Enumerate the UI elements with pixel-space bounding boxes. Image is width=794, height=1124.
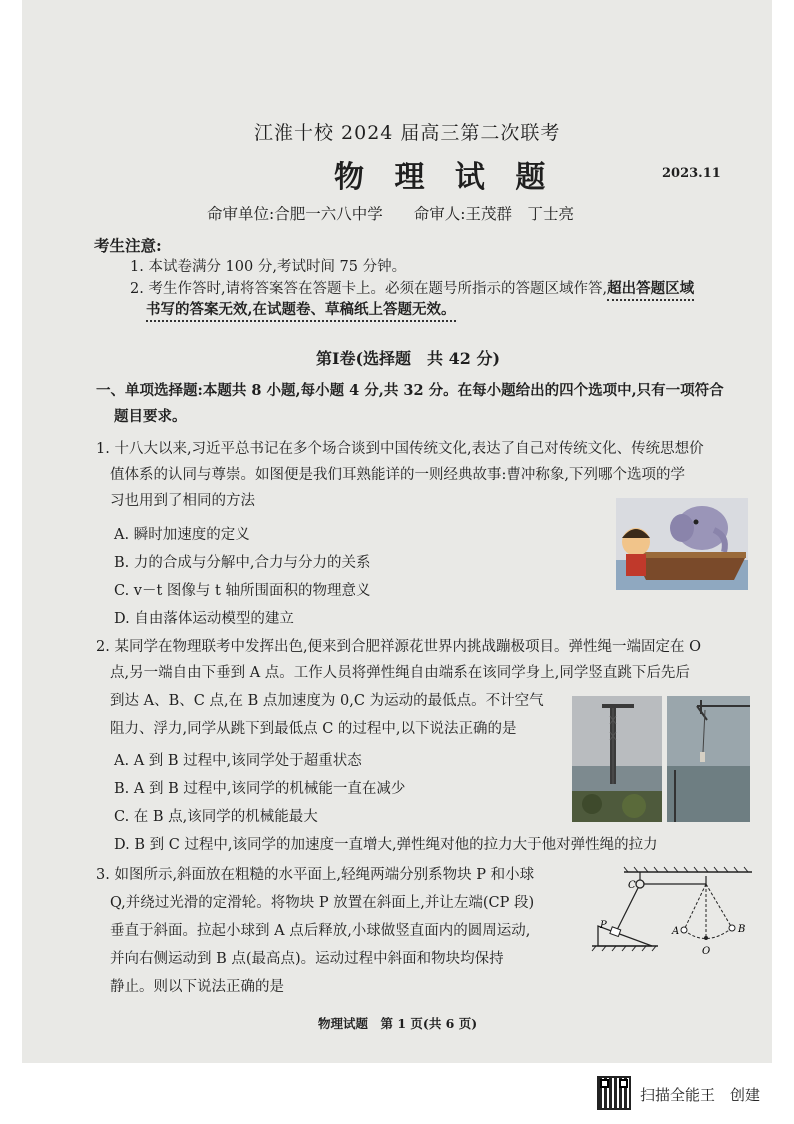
q3-stem-2: Q,并绕过光滑的定滑轮。将物块 P 放置在斜面上,并让左端(CP 段) — [110, 895, 535, 911]
part-instructions: 一、单项选择题:本题共 8 小题,每小题 4 分,共 32 分。在每小题给出的四个选项中,只有一项符合 — [96, 382, 724, 399]
page-title: 物 理 试 题 — [334, 160, 556, 195]
exam-page — [22, 0, 772, 1063]
q3-stem-5: 静止。则以下说法正确的是 — [110, 979, 284, 995]
notice-heading: 考生注意: — [94, 236, 162, 255]
page-footer: 物理试题 第 1 页(共 6 页) — [318, 1016, 478, 1031]
q1-option-b: B. 力的合成与分解中,合力与分力的关系 — [114, 555, 371, 571]
q2-option-a: A. A 到 B 过程中,该同学处于超重状态 — [114, 753, 362, 769]
q1-option-a: A. 瞬时加速度的定义 — [114, 527, 250, 543]
q1-option-d: D. 自由落体运动模型的建立 — [114, 611, 294, 627]
qr-code-icon — [597, 1076, 631, 1110]
notice-item-2-cont — [146, 303, 456, 318]
notice-item-1: 1. 本试卷满分 100 分,考试时间 75 分钟。 — [130, 259, 407, 275]
q2-stem-3: 到达 A、B、C 点,在 B 点加速度为 0,C 为运动的最低点。不计空气 — [110, 693, 544, 709]
q2-option-d: D. B 到 C 过程中,该同学的加速度一直增大,弹性绳对他的拉力大于他对弹性绳的拉力 — [114, 837, 658, 853]
label-p: P — [600, 920, 607, 931]
notice-item-2 — [130, 282, 694, 297]
exam-date: 2023.11 — [662, 166, 721, 181]
section-title: 第Ⅰ卷(选择题 共 42 分) — [316, 349, 501, 368]
label-c: C — [628, 880, 636, 891]
label-a: A — [672, 926, 680, 937]
q2-stem: 2. 某同学在物理联考中发挥出色,便来到合肥祥源花世界内挑战蹦极项目。弹性绳一端固定在 O — [96, 639, 702, 655]
q1-stem-3: 习也用到了相同的方法 — [110, 493, 255, 509]
notice-emphasis-cont: 书写的答案无效,在试题卷、草稿纸上答题无效。 — [146, 301, 456, 322]
q1-stem-2: 值体系的认同与尊崇。如图便是我们耳熟能详的一则经典故事:曹冲称象,下列哪个选项的学 — [110, 467, 685, 483]
q2-option-c: C. 在 B 点,该同学的机械能最大 — [114, 809, 318, 825]
notice-emphasis: 超出答题区域 — [607, 280, 694, 301]
bungee-tower-photo — [572, 696, 662, 822]
notice-item-2-text: 2. 考生作答时,请将答案答在答题卡上。必须在题号所指示的答题区域作答, — [130, 281, 608, 297]
label-o: O — [702, 946, 711, 957]
part-instructions-cont: 题目要求。 — [114, 408, 187, 425]
q3-stem: 3. 如图所示,斜面放在粗糙的水平面上,轻绳两端分别系物块 P 和小球 — [96, 867, 535, 883]
q2-stem-4: 阻力、浮力,同学从跳下到最低点 C 的过程中,以下说法正确的是 — [110, 721, 517, 737]
bungee-jump-photo — [667, 696, 750, 822]
label-b: B — [738, 924, 746, 935]
q2-stem-2: 点,另一端自由下垂到 A 点。工作人员将弹性绳自由端系在该同学身上,同学竖直跳下后先后 — [110, 665, 690, 681]
pulley-incline-diagram — [588, 866, 758, 962]
scanner-watermark: 扫描全能王 创建 — [640, 1086, 761, 1104]
q1-stem: 1. 十八大以来,习近平总书记在多个场合谈到中国传统文化,表达了自己对传统文化、传统思想价 — [96, 441, 704, 457]
q3-stem-3: 垂直于斜面。拉起小球到 A 点后释放,小球做竖直面内的圆周运动, — [110, 923, 531, 939]
q1-option-c: C. v－t 图像与 t 轴所围面积的物理意义 — [114, 583, 371, 599]
exam-name: 江淮十校 2024 届高三第二次联考 — [254, 122, 561, 144]
authors-line: 命审单位:合肥一六八中学 命审人:王茂群 丁士亮 — [207, 205, 574, 223]
elephant-boat-illustration — [616, 498, 748, 590]
q2-option-b: B. A 到 B 过程中,该同学的机械能一直在减少 — [114, 781, 406, 797]
q3-stem-4: 并向右侧运动到 B 点(最高点)。运动过程中斜面和物块均保持 — [110, 951, 504, 967]
